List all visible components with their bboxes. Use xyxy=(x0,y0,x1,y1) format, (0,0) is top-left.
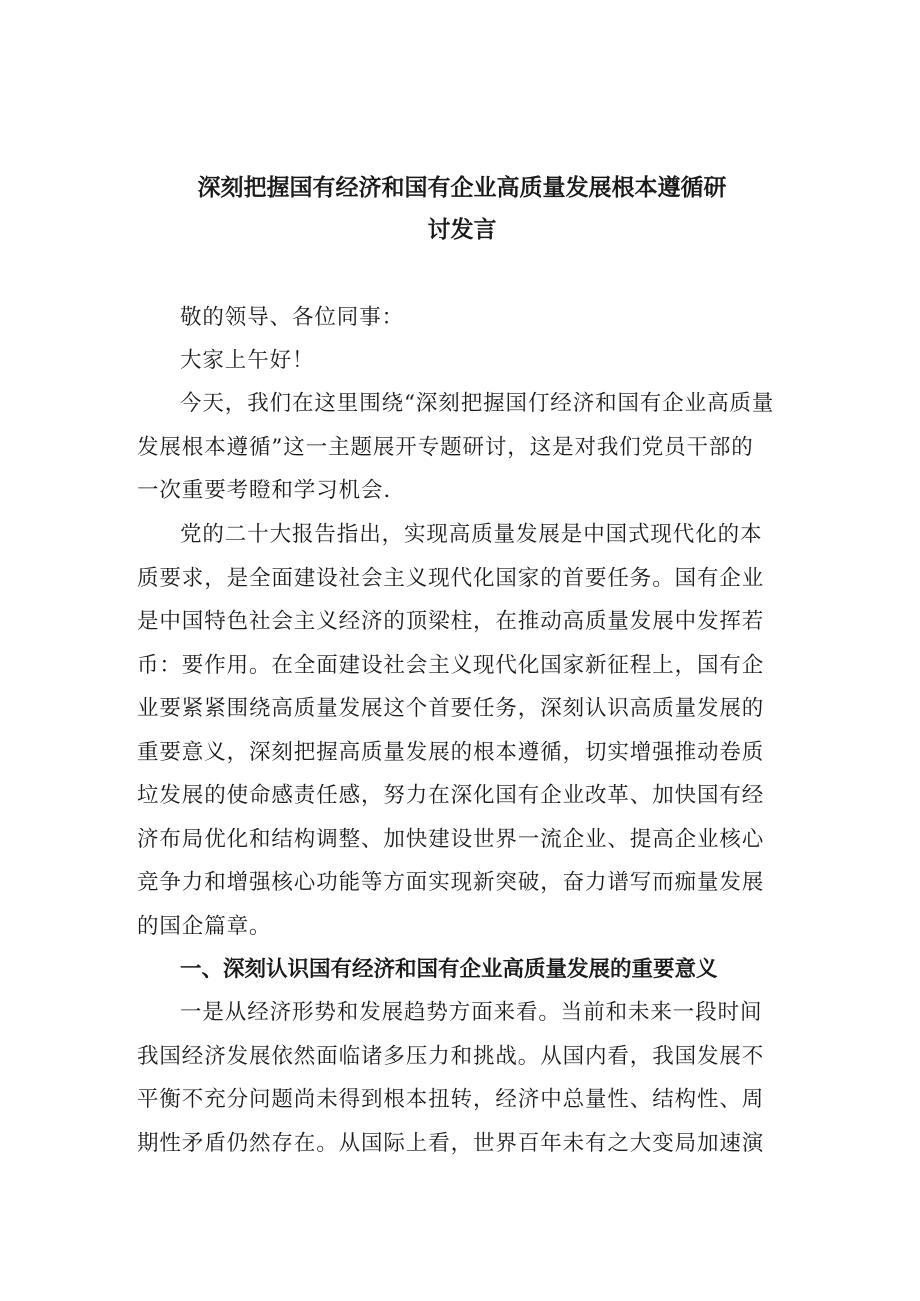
paragraph-line: 质要求，是全面建设社会主义现代化国家的首要任务。国有企业 xyxy=(137,565,765,591)
greeting: 大家上午好！ xyxy=(180,348,315,373)
document-title-line-1: 深刻把握国有经济和国有企业高质量发展根本遵循研 xyxy=(197,175,727,201)
paragraph-line: 平衡不充分问题尚未得到根本扭转，经济中总量性、结构性、周 xyxy=(137,1087,765,1112)
paragraph-report xyxy=(137,513,787,948)
paragraph-line: 党的二十大报告指出，实现高质量发展是中国式现代化的本 xyxy=(180,522,763,547)
paragraph-line: 发展根本遵循”这一主题展开专题研讨，这是对我们党员干部的 xyxy=(137,434,754,460)
paragraph-line: 一次重要考瞪和学习机会. xyxy=(137,478,392,503)
paragraph-line: 竞争力和增强核心功能等方面实现新突破，奋力谱写而痂量发展 xyxy=(137,870,765,895)
paragraph-line: 今天，我们在这里围绕“深刻把握国仃经济和国有企业高质量 xyxy=(180,391,775,416)
paragraph-line: 币：要作用。在全面建设社会主义现代化国家新征程上，国有企 xyxy=(137,652,765,678)
paragraph-line: 的国企篇章。 xyxy=(137,913,272,939)
paragraph-line: 期性矛盾仍然存在。从国际上看，世界百年未有之大变局加速演 xyxy=(137,1130,765,1156)
document-title-line-2: 讨发言 xyxy=(427,217,497,243)
section-heading-1: 一、深刻认识国有经济和国有企业高质量发展的重要意义 xyxy=(180,957,718,982)
paragraph-intro xyxy=(137,382,787,513)
paragraph-line: 是中国特色社会主义经济的顶梁柱，在推动高质量发展中发挥若 xyxy=(137,609,765,634)
paragraph-line: 一是从经济形势和发展趋势方面来看。当前和未来一段时间 xyxy=(180,1000,763,1025)
paragraph-line: 垃发展的使命感责任感，努力在深化国有企业改革、加快国有经 xyxy=(137,783,765,808)
salutation: 敬的领导、各位同事： xyxy=(180,305,405,330)
paragraph-line: 重要意义，深刻把握高质量发展的根本遵循，切实增强推动卷质 xyxy=(137,739,765,765)
paragraph-section-1 xyxy=(137,991,787,1165)
paragraph-line: 济布局优化和结构调整、加快建设世界一流企业、提高企业核心 xyxy=(137,826,765,852)
paragraph-line: 我国经济发展依然面临诸多压力和挑战。从国内看，我国发展不 xyxy=(137,1043,765,1069)
paragraph-line: 业要紧紧围绕高质量发展这个首要任务，深刻认识高质量发展的 xyxy=(137,696,765,721)
